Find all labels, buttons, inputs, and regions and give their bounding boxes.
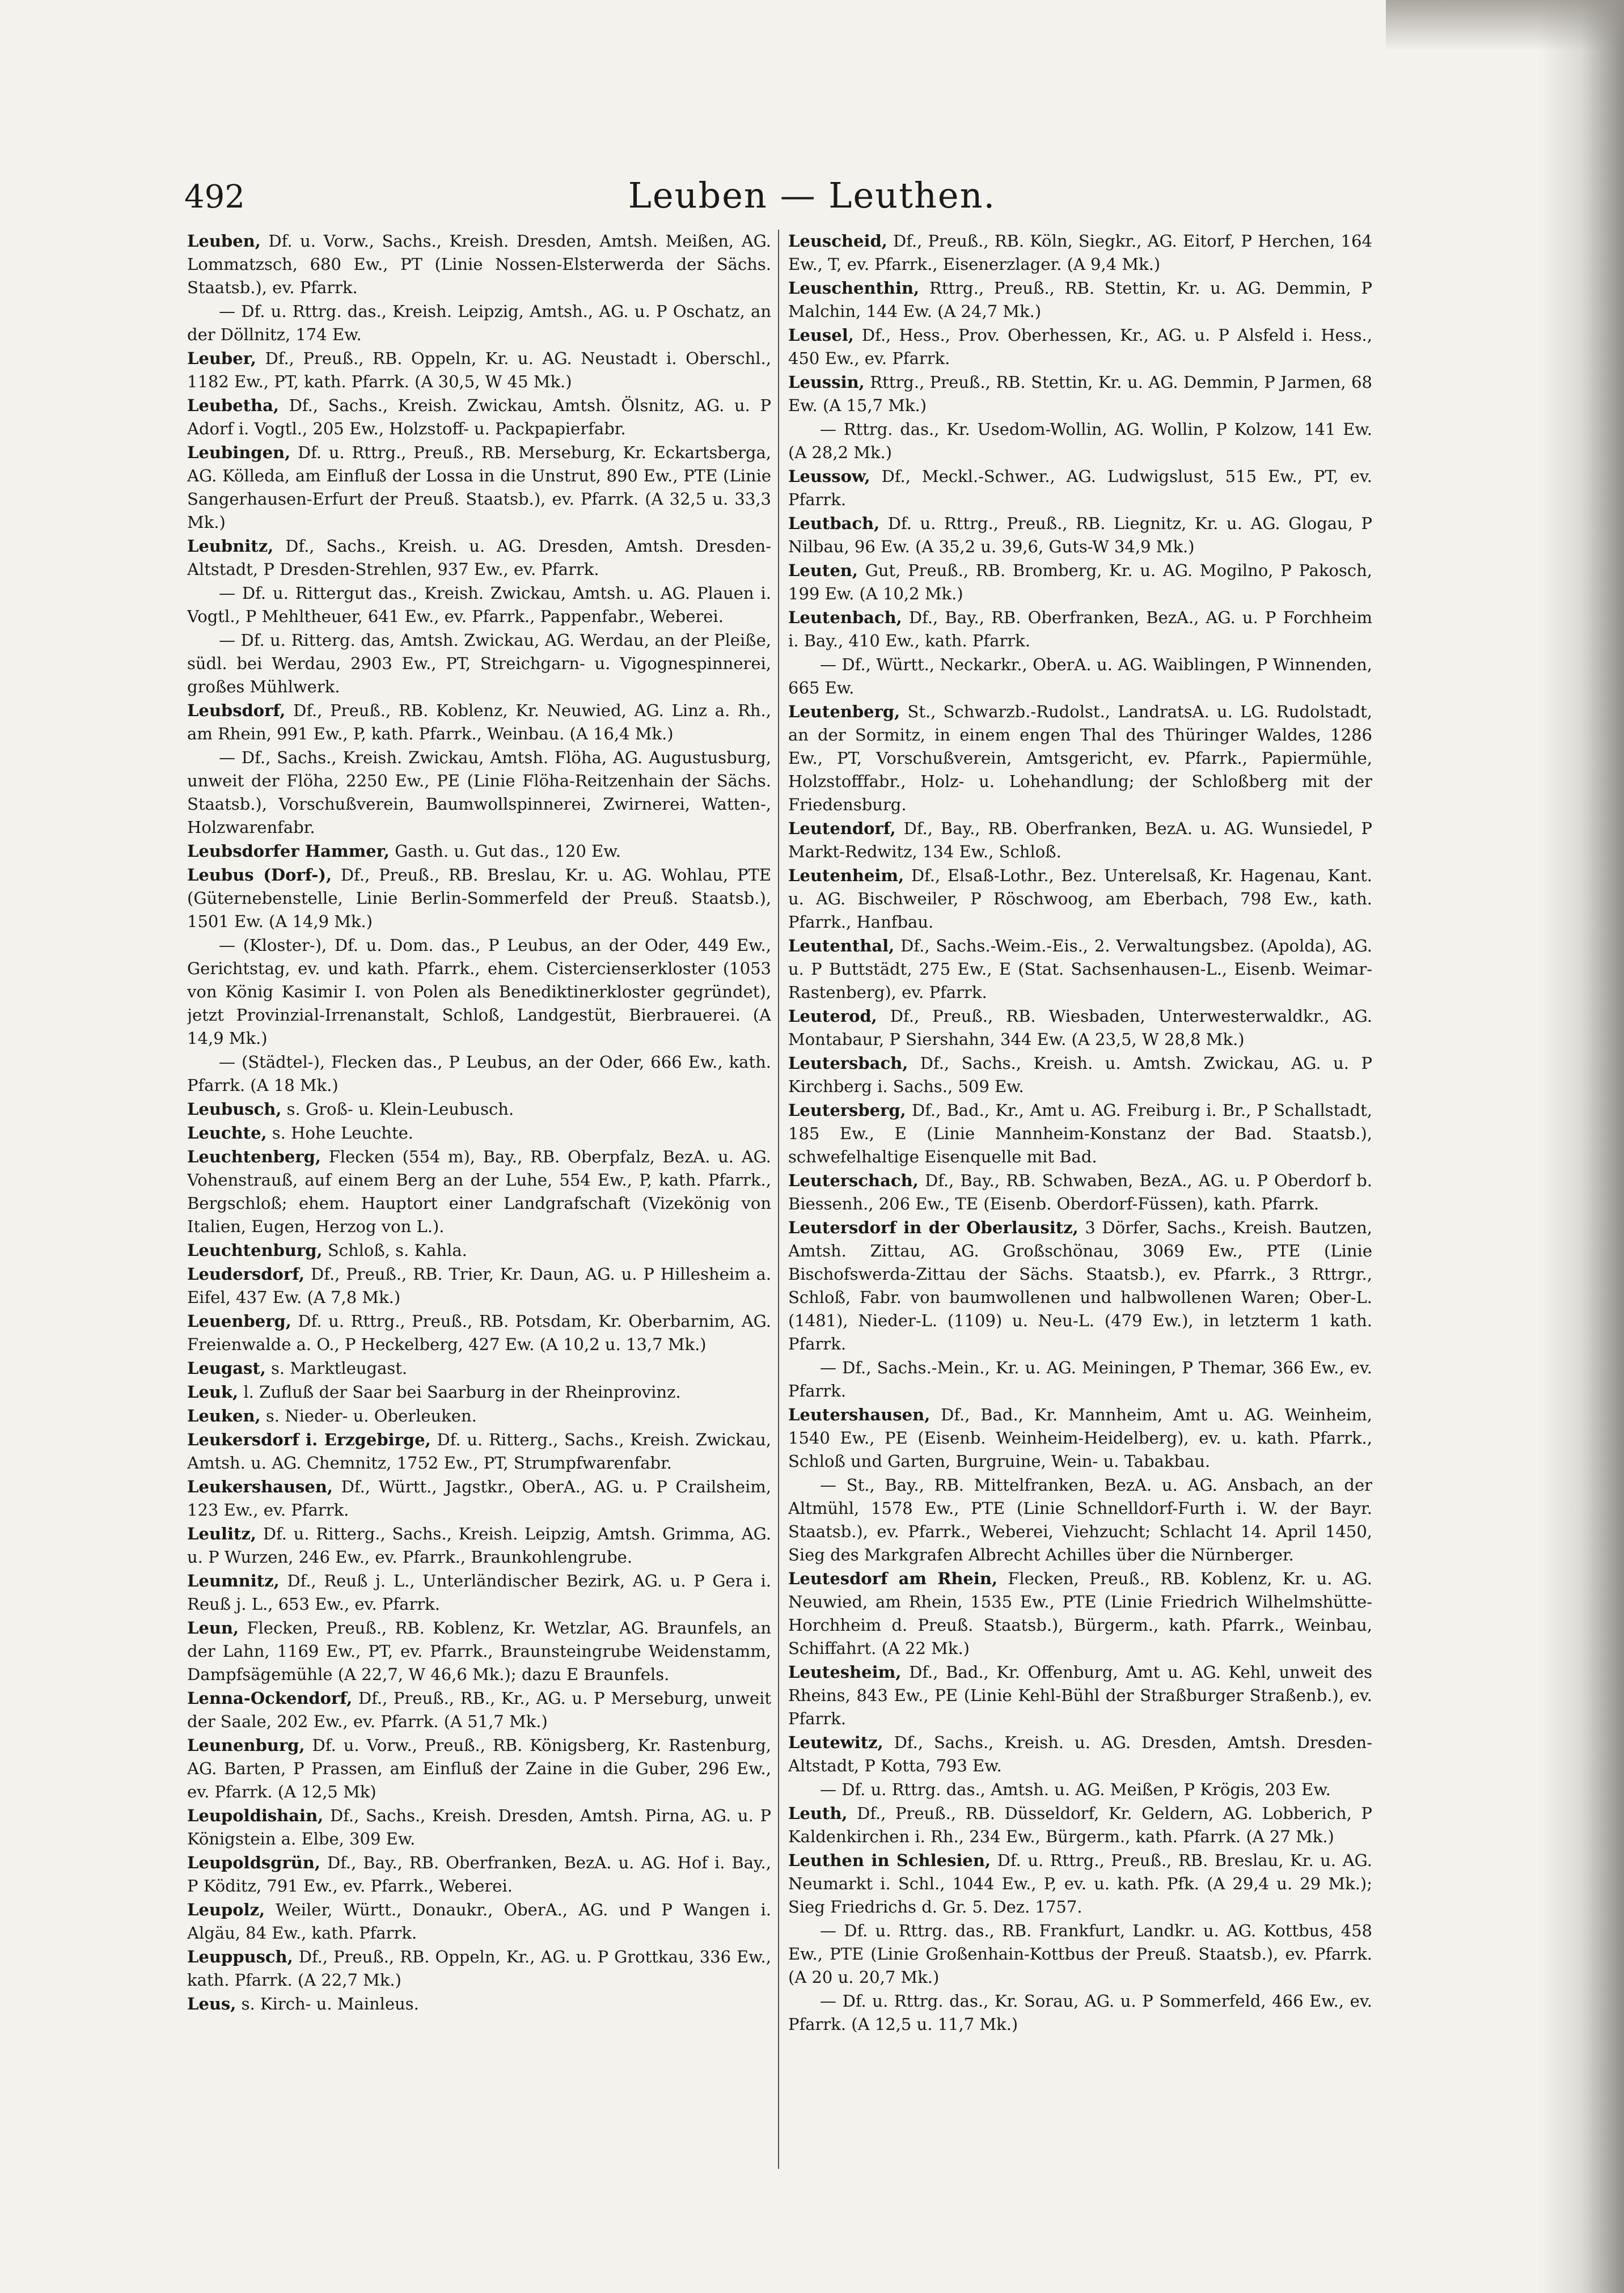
- dictionary-entry: [187, 1898, 771, 1945]
- dictionary-entry: [187, 1239, 771, 1262]
- entry-headword: Leuchtenberg,: [187, 1147, 321, 1166]
- dictionary-entry: [788, 1802, 1372, 1848]
- entry-text: Df., Preuß., RB. Wiesbaden, Unterwesterwaldkr., AG. Montabaur, P Siershahn, 344 Ew. (A 23,5, W 28,8 Mk.): [788, 1006, 1372, 1049]
- entry-text: Df., Meckl.-Schwer., AG. Ludwigslust, 515 Ew., PT, ev. Pfarrk.: [788, 467, 1372, 509]
- entry-headword: Leutenberg,: [788, 702, 900, 721]
- entry-headword: Leubingen,: [187, 443, 291, 462]
- entry-headword: Leutersberg,: [788, 1101, 906, 1120]
- dictionary-entry: [187, 1098, 771, 1121]
- dictionary-entry: [788, 1216, 1372, 1356]
- entry-headword: Leulitz,: [187, 1524, 256, 1543]
- entry-headword: Leussin,: [788, 373, 865, 392]
- entry-text: Df. u. Rttrg., Preuß., RB. Breslau, Kr. u. AG. Neumarkt i. Schl., 1044 Ew., P, ev. u. kath. Pfk. (A 29,4 u. 29 Mk.); Sieg Friedrichs d. Gr. 5. Dez. 1757.: [788, 1851, 1372, 1917]
- entry-text: — Df. u. Ritterg. das, Amtsh. Zwickau, AG. Werdau, an der Pleiße, südl. bei Werdau, 2903 Ew., PT, Streichgarn- u. Vigognespinnerei, großes Mühlwerk.: [187, 631, 771, 696]
- entry-text: Df., Sachs., Kreish. u. Amtsh. Zwickau, AG. u. P Kirchberg i. Sachs., 509 Ew.: [788, 1054, 1372, 1096]
- dictionary-entry: [187, 1992, 771, 2016]
- entry-headword: Leuchtenburg,: [187, 1241, 323, 1260]
- entry-headword: Leutendorf,: [788, 819, 896, 838]
- entry-headword: Leutenbach,: [788, 608, 902, 627]
- dictionary-entry: [788, 817, 1372, 864]
- entry-text: Df., Preuß., RB. Trier, Kr. Daun, AG. u. P Hillesheim a. Eifel, 437 Ew. (A 7,8 Mk.): [187, 1264, 771, 1307]
- entry-text: — Df. u. Rttrg. das., Kr. Sorau, AG. u. P Sommerfeld, 466 Ew., ev. Pfarrk. (A 12,5 u. 11,7 Mk.): [788, 1991, 1372, 2034]
- entry-text: Rttrg., Preuß., RB. Stettin, Kr. u. AG. Demmin, P Malchin, 144 Ew. (A 24,7 Mk.): [788, 278, 1372, 321]
- entry-text: Df. u. Rttrg., Preuß., RB. Potsdam, Kr. Oberbarnim, AG. Freienwalde a. O., P Heckelberg, 427 Ew. (A 10,2 u. 13,7 Mk.): [187, 1312, 771, 1354]
- dictionary-entry: [187, 746, 771, 839]
- entry-text: Df., Preuß., RB. Oppeln, Kr. u. AG. Neustadt i. Oberschl., 1182 Ew., PT, kath. Pfarrk. (A 30,5, W 45 Mk.): [187, 349, 771, 391]
- entry-text: s. Nieder- u. Oberleuken.: [265, 1406, 477, 1425]
- dictionary-entry: [788, 512, 1372, 559]
- entry-headword: Leutersdorf in der Oberlausitz,: [788, 1218, 1079, 1237]
- entry-text: Df., Bay., RB. Oberfranken, BezA. u. AG. Wunsiedel, P Markt-Redwitz, 134 Ew., Schloß.: [788, 819, 1372, 861]
- entry-headword: Leudersdorf,: [187, 1264, 305, 1284]
- entry-text: Df., Württ., Jagstkr., OberA., AG. u. P Crailsheim, 123 Ew., ev. Pfarrk.: [187, 1477, 771, 1520]
- entry-text: Df., Sachs., Kreish. u. AG. Dresden, Amtsh. Dresden-Altstadt, P Kotta, 793 Ew.: [788, 1733, 1372, 1775]
- entry-headword: Leubsdorf,: [187, 701, 286, 720]
- entry-text: s. Kirch- u. Mainleus.: [241, 1994, 419, 2013]
- entry-text: Df., Reuß j. L., Unterländischer Bezirk, AG. u. P Gera i. Reuß j. L., 653 Ew., ev. Pfarrk.: [187, 1571, 771, 1614]
- entry-text: Weiler, Württ., Donaukr., OberA., AG. und P Wangen i. Algäu, 84 Ew., kath. Pfarrk.: [187, 1900, 771, 1943]
- entry-text: — Df., Sachs., Kreish. Zwickau, Amtsh. Flöha, AG. Augustusburg, unweit der Flöha, 2250 Ew., PE (Linie Flöha-Reitzenhain der Sächs. Staatsb.), Vorschußverein, Baumwollspinnerei, Zwirnerei, Watten-, Holzwarenfabr.: [187, 748, 771, 837]
- dictionary-entry: [187, 1804, 771, 1851]
- dictionary-entry: [187, 347, 771, 394]
- dictionary-entry: [788, 230, 1372, 276]
- entry-headword: Leukersdorf i. Erzgebirge,: [187, 1430, 431, 1449]
- entry-text: Df. u. Vorw., Preuß., RB. Königsberg, Kr. Rastenburg, AG. Barten, P Prassen, am Einfluß der Zaine in die Guber, 296 Ew., ev. Pfarrk. (A 12,5 Mk): [187, 1736, 771, 1801]
- entry-text: Df., Preuß., RB. Breslau, Kr. u. AG. Wohlau, PTE (Güternebenstelle, Linie Berlin-Sommerfeld der Preuß. Staatsb.), 1501 Ew. (A 14,9 Mk.): [187, 865, 771, 931]
- column-divider: [778, 230, 779, 2169]
- entry-text: Df., Bad., Kr. Offenburg, Amt u. AG. Kehl, unweit des Rheins, 843 Ew., PE (Linie Kehl-Bühl der Straßburger Straßenb.), ev. Pfarrk.: [788, 1662, 1372, 1728]
- dictionary-entry: [788, 1005, 1372, 1051]
- dictionary-entry: [187, 300, 771, 346]
- dictionary-entry: [187, 1734, 771, 1804]
- entry-text: — Df., Württ., Neckarkr., OberA. u. AG. Waiblingen, P Winnenden, 665 Ew.: [788, 655, 1372, 697]
- dictionary-entry: [788, 934, 1372, 1004]
- dictionary-entry: [788, 653, 1372, 700]
- dictionary-entry: [187, 1263, 771, 1309]
- dictionary-entry: [187, 230, 771, 299]
- entry-headword: Leuenberg,: [187, 1312, 291, 1331]
- dictionary-entry: [187, 535, 771, 581]
- entry-text: 3 Dörfer, Sachs., Kreish. Bautzen, Amtsh. Zittau, AG. Großschönau, 3069 Ew., PTE (Linie Bischofswerda-Zittau der Sächs. Staatsb.), ev. Pfarrk., 3 Rttrgr., Schloß, Fabr. von baumwollenen und halbwollenen Waren; Ober-L. (1481), Nieder-L. (1109) u. Neu-L. (479 Ew.), in letzterm 1 kath. Pfarrk.: [788, 1218, 1372, 1353]
- entry-text: — Df. u. Rittergut das., Kreish. Zwickau, Amtsh. u. AG. Plauen i. Vogtl., P Mehltheuer, 641 Ew., ev. Pfarrk., Pappenfabr., Weberei.: [187, 583, 771, 626]
- dictionary-entry: [788, 465, 1372, 511]
- entry-text: Df., Sachs., Kreish. Dresden, Amtsh. Pirna, AG. u. P Königstein a. Elbe, 309 Ew.: [187, 1806, 771, 1848]
- entry-text: Df. u. Vorw., Sachs., Kreish. Dresden, Amtsh. Meißen, AG. Lommatzsch, 680 Ew., PT (Linie Nossen-Elsterwerda der Sächs. Staatsb.), ev. Pfarrk.: [187, 231, 771, 297]
- entry-headword: Leutewitz,: [788, 1733, 883, 1752]
- dictionary-entry: [187, 1428, 771, 1475]
- entry-text: Df., Bay., RB. Schwaben, BezA., AG. u. P Oberdorf b. Biessenh., 206 Ew., TE (Eisenb. Oberdorf-Füssen), kath. Pfarrk.: [788, 1171, 1372, 1213]
- entry-text: Df., Preuß., RB. Oppeln, Kr., AG. u. P Grottkau, 336 Ew., kath. Pfarrk. (A 22,7 Mk.): [187, 1947, 771, 1990]
- scan-edge-shadow: [1539, 0, 1624, 2293]
- entry-headword: Leun,: [187, 1618, 239, 1638]
- entry-headword: Leuken,: [187, 1406, 261, 1425]
- dictionary-entry: [187, 1404, 771, 1428]
- entry-headword: Leusel,: [788, 325, 854, 345]
- entry-text: — Df. u. Rttrg. das., RB. Frankfurt, Landkr. u. AG. Kottbus, 458 Ew., PTE (Linie Großenhain-Kottbus der Preuß. Staatsb.), ev. Pfarrk. (A 20 u. 20,7 Mk.): [788, 1921, 1372, 1987]
- entry-text: St., Schwarzb.-Rudolst., LandratsA. u. LG. Rudolstadt, an der Sormitz, in einem engen Thal des Thüringer Waldes, 1286 Ew., PT, Vorschußverein, Amtsgericht, ev. Pfarrk., Papiermühle, Holzstofffabr., Holz- u. Lohehandlung; der Schloßberg mit der Friedensburg.: [788, 702, 1372, 814]
- entry-text: — St., Bay., RB. Mittelfranken, BezA. u. AG. Ansbach, an der Altmühl, 1578 Ew., PTE (Linie Schnelldorf-Furth i. W. der Bayr. Staatsb.), ev. Pfarrk., Weberei, Viehzucht; Schlacht 14. April 1450, Sieg des Markgrafen Albrecht Achilles über die Nürnberger.: [788, 1475, 1372, 1564]
- dictionary-entry: [187, 1945, 771, 1992]
- entry-headword: Leutenthal,: [788, 936, 895, 955]
- entry-headword: Leutersbach,: [788, 1054, 908, 1073]
- dictionary-entry: [187, 934, 771, 1050]
- entry-headword: Leus,: [187, 1994, 236, 2013]
- entry-headword: Leutershausen,: [788, 1405, 931, 1424]
- entry-headword: Leutesdorf am Rhein,: [788, 1569, 998, 1588]
- dictionary-entry: [788, 559, 1372, 606]
- entry-text: Df., Sachs.-Weim.-Eis., 2. Verwaltungsbez. (Apolda), AG. u. P Buttstädt, 275 Ew., E (Stat. Sachsenhausen-L., Eisenb. Weimar-Rastenberg), ev. Pfarrk.: [788, 936, 1372, 1002]
- dictionary-entry: [187, 582, 771, 628]
- dictionary-entry: [788, 1849, 1372, 1919]
- entry-text: Gut, Preuß., RB. Bromberg, Kr. u. AG. Mogilno, P Pakosch, 199 Ew. (A 10,2 Mk.): [788, 561, 1372, 603]
- entry-text: Flecken (554 m), Bay., RB. Oberpfalz, BezA. u. AG. Vohenstrauß, auf einem Berg an der Luhe, 554 Ew., P, kath. Pfarrk., Bergschloß; ehem. Hauptort einer Landgrafschaft (Vizekönig von Italien, Eugen, Herzog von L.).: [187, 1147, 771, 1236]
- dictionary-entry: [788, 864, 1372, 934]
- entry-headword: Leumnitz,: [187, 1571, 280, 1590]
- entry-text: Df., Bay., RB. Oberfranken, BezA. u. AG. Hof i. Bay., P Köditz, 791 Ew., ev. Pfarrk., Weberei.: [187, 1853, 771, 1896]
- entry-text: Df. u. Ritterg., Sachs., Kreish. Leipzig, Amtsh. Grimma, AG. u. P Wurzen, 246 Ew., ev. Pfarrk., Braunkohlengrube.: [187, 1524, 771, 1567]
- entry-text: Df. u. Rttrg., Preuß., RB. Liegnitz, Kr. u. AG. Glogau, P Nilbau, 96 Ew. (A 35,2 u. 39,6, Guts-W 34,9 Mk.): [788, 514, 1372, 556]
- entry-text: s. Groß- u. Klein-Leubusch.: [286, 1099, 514, 1119]
- entry-headword: Leubnitz,: [187, 536, 274, 556]
- entry-headword: Leuterod,: [788, 1006, 877, 1026]
- page-number: 492: [184, 179, 245, 215]
- entry-headword: Leussow,: [788, 467, 870, 486]
- scan-top-shadow: [1386, 0, 1624, 51]
- dictionary-entry: [187, 1687, 771, 1733]
- running-head: Leuben — Leuthen.: [628, 175, 996, 216]
- dictionary-entry: [187, 1122, 771, 1145]
- dictionary-entry: [788, 1052, 1372, 1098]
- dictionary-entry: [187, 1357, 771, 1380]
- dictionary-entry: [788, 1474, 1372, 1567]
- dictionary-entry: [187, 840, 771, 863]
- dictionary-entry: [788, 324, 1372, 370]
- entry-headword: Leutesheim,: [788, 1662, 902, 1682]
- dictionary-entry: [187, 1381, 771, 1404]
- entry-headword: Leubusch,: [187, 1099, 282, 1119]
- entry-headword: Leuppusch,: [187, 1947, 293, 1966]
- dictionary-entry: [788, 1661, 1372, 1731]
- entry-text: — Rttrg. das., Kr. Usedom-Wollin, AG. Wollin, P Kolzow, 141 Ew. (A 28,2 Mk.): [788, 420, 1372, 462]
- entry-headword: Leuth,: [788, 1804, 848, 1823]
- dictionary-entry: [788, 1099, 1372, 1169]
- entry-headword: Leuthen in Schlesien,: [788, 1851, 991, 1870]
- entry-text: Gasth. u. Gut das., 120 Ew.: [395, 841, 621, 861]
- dictionary-entry: [788, 700, 1372, 816]
- entry-text: Df., Preuß., RB. Düsseldorf, Kr. Geldern, AG. Lobberich, P Kaldenkirchen i. Rh., 234 Ew., Bürgerm., kath. Pfarrk. (A 27 Mk.): [788, 1804, 1372, 1846]
- entry-text: s. Hohe Leuchte.: [272, 1123, 414, 1143]
- entry-text: Df., Bay., RB. Oberfranken, BezA., AG. u. P Forchheim i. Bay., 410 Ew., kath. Pfarrk.: [788, 608, 1372, 650]
- entry-headword: Leubetha,: [187, 396, 280, 415]
- dictionary-entry: [788, 1990, 1372, 2036]
- dictionary-entry: [187, 629, 771, 699]
- entry-text: Df., Preuß., RB. Köln, Siegkr., AG. Eitorf, P Herchen, 164 Ew., T, ev. Pfarrk., Eisenerzlager. (A 9,4 Mk.): [788, 231, 1372, 274]
- entry-text: — Df. u. Rttrg. das., Kreish. Leipzig, Amtsh., AG. u. P Oschatz, an der Döllnitz, 174 Ew.: [187, 302, 771, 344]
- entry-headword: Leupoldishain,: [187, 1806, 324, 1825]
- entry-headword: Lenna-Ockendorf,: [187, 1689, 353, 1708]
- dictionary-entry: [187, 1569, 771, 1616]
- dictionary-entry: [788, 371, 1372, 417]
- entry-text: Df., Sachs., Kreish. u. AG. Dresden, Amtsh. Dresden-Altstadt, P Dresden-Strehlen, 937 Ew., ev. Pfarrk.: [187, 536, 771, 579]
- entry-headword: Leukershausen,: [187, 1477, 333, 1496]
- entry-headword: Leuterschach,: [788, 1171, 919, 1190]
- entry-headword: Leuben,: [187, 231, 261, 251]
- entry-text: l. Zufluß der Saar bei Saarburg in der Rheinprovinz.: [243, 1382, 681, 1402]
- dictionary-entry: [187, 1617, 771, 1686]
- entry-text: Flecken, Preuß., RB. Koblenz, Kr. u. AG. Neuwied, am Rhein, 1535 Ew., PTE (Linie Friedrich Wilhelmshütte-Horchheim d. Preuß. Staatsb.), Bürgerm., kath. Pfarrk., Weinbau, Schiffahrt. (A 22 Mk.): [788, 1569, 1372, 1658]
- entry-text: Flecken, Preuß., RB. Koblenz, Kr. Wetzlar, AG. Braunfels, an der Lahn, 1169 Ew., PT, ev. Pfarrk., Braunsteingrube Weidenstamm, Dampfsägemühle (A 22,7, W 46,6 Mk.); dazu E Braunfels.: [187, 1618, 771, 1684]
- entry-headword: Leupoldsgrün,: [187, 1853, 320, 1872]
- entry-text: Df., Sachs., Kreish. Zwickau, Amtsh. Ölsnitz, AG. u. P Adorf i. Vogtl., 205 Ew., Holzstoff- u. Packpapierfabr.: [187, 396, 771, 438]
- entry-text: — Df., Sachs.-Mein., Kr. u. AG. Meiningen, P Themar, 366 Ew., ev. Pfarrk.: [788, 1358, 1372, 1401]
- entry-text: Df., Elsaß-Lothr., Bez. Unterelsaß, Kr. Hagenau, Kant. u. AG. Bischweiler, P Röschwoog, am Eberbach, 798 Ew., kath. Pfarrk., Hanfbau.: [788, 866, 1372, 932]
- dictionary-entry: [788, 1567, 1372, 1660]
- entry-headword: Leuten,: [788, 561, 858, 580]
- entry-text: — Df. u. Rttrg. das., Amtsh. u. AG. Meißen, P Krögis, 203 Ew.: [820, 1780, 1331, 1799]
- entry-headword: Leugast,: [187, 1359, 266, 1378]
- entry-text: Rttrg., Preuß., RB. Stettin, Kr. u. AG. Demmin, P Jarmen, 68 Ew. (A 15,7 Mk.): [788, 373, 1372, 415]
- entry-headword: Leuk,: [187, 1382, 239, 1402]
- entry-headword: Leuscheid,: [788, 231, 887, 251]
- entry-text: Df. u. Ritterg., Sachs., Kreish. Zwickau, Amtsh. u. AG. Chemnitz, 1752 Ew., PT, Strumpfwarenfabr.: [187, 1430, 771, 1473]
- dictionary-entry: [788, 277, 1372, 323]
- entry-text: Df., Hess., Prov. Oberhessen, Kr., AG. u. P Alsfeld i. Hess., 450 Ew., ev. Pfarrk.: [788, 325, 1372, 368]
- dictionary-entry: [187, 1310, 771, 1356]
- dictionary-entry: [187, 1851, 771, 1898]
- entry-text: — (Kloster-), Df. u. Dom. das., P Leubus, an der Oder, 449 Ew., Gerichtstag, ev. und kath. Pfarrk., ehem. Cistercienserkloster (1053 von König Kasimir I. von Polen als Benediktinerkloster gegründet), jetzt Provinzial-Irrenanstalt, Schloß, Landgestüt, Bierbrauerei. (A 14,9 Mk.): [187, 936, 771, 1048]
- entry-text: Df., Bad., Kr., Amt u. AG. Freiburg i. Br., P Schallstadt, 185 Ew., E (Linie Mannheim-Konstanz der Bad. Staatsb.), schwefelhaltige Eisenquelle mit Bad.: [788, 1101, 1372, 1166]
- entry-headword: Leunenburg,: [187, 1736, 305, 1755]
- dictionary-entry: [187, 441, 771, 534]
- entry-text: — (Städtel-), Flecken das., P Leubus, an der Oder, 666 Ew., kath. Pfarrk. (A 18 Mk.): [187, 1052, 771, 1095]
- dictionary-entry: [788, 1919, 1372, 1989]
- dictionary-entry: [187, 864, 771, 933]
- entry-headword: Leupolz,: [187, 1900, 265, 1919]
- entry-text: Schloß, s. Kahla.: [327, 1241, 467, 1260]
- entry-text: Df., Preuß., RB. Koblenz, Kr. Neuwied, AG. Linz a. Rh., am Rhein, 991 Ew., P, kath. Pfarrk., Weinbau. (A 16,4 Mk.): [187, 701, 771, 743]
- entry-headword: Leuchte,: [187, 1123, 267, 1143]
- entry-headword: Leubsdorfer Hammer,: [187, 841, 390, 861]
- right-column: [788, 230, 1372, 2169]
- dictionary-entry: [788, 1731, 1372, 1778]
- entry-text: s. Marktleugast.: [271, 1359, 408, 1378]
- dictionary-entry: [788, 418, 1372, 464]
- dictionary-entry: [187, 1522, 771, 1569]
- entry-text: Df. u. Rttrg., Preuß., RB. Merseburg, Kr. Eckartsberga, AG. Kölleda, am Einfluß der Lossa in die Unstrut, 890 Ew., PTE (Linie Sangerhausen-Erfurt der Preuß. Staatsb.), ev. Pfarrk. (A 32,5 u. 33,3 Mk.): [187, 443, 771, 532]
- dictionary-entry: [788, 1356, 1372, 1403]
- entry-text: Df., Preuß., RB., Kr., AG. u. P Merseburg, unweit der Saale, 202 Ew., ev. Pfarrk. (A 51,7 Mk.): [187, 1689, 771, 1731]
- dictionary-entry: [788, 606, 1372, 653]
- entry-headword: Leuber,: [187, 349, 256, 368]
- entry-headword: Leuschenthin,: [788, 278, 920, 298]
- entry-headword: Leutenheim,: [788, 866, 904, 885]
- dictionary-entry: [788, 1403, 1372, 1473]
- dictionary-entry: [187, 394, 771, 441]
- dictionary-entry: [187, 699, 771, 746]
- dictionary-entry: [187, 1145, 771, 1238]
- left-column: [187, 230, 771, 2169]
- dictionary-entry: [187, 1475, 771, 1522]
- entry-headword: Leubus (Dorf-),: [187, 865, 332, 885]
- dictionary-entry: [788, 1169, 1372, 1216]
- dictionary-entry: [187, 1051, 771, 1097]
- dictionary-entry: [788, 1778, 1372, 1801]
- entry-headword: Leutbach,: [788, 514, 880, 533]
- entry-text: Df., Bad., Kr. Mannheim, Amt u. AG. Weinheim, 1540 Ew., PE (Eisenb. Weinheim-Heidelberg), ev. u. kath. Pfarrk., Schloß und Garten, Burgruine, Wein- u. Tabakbau.: [788, 1405, 1372, 1471]
